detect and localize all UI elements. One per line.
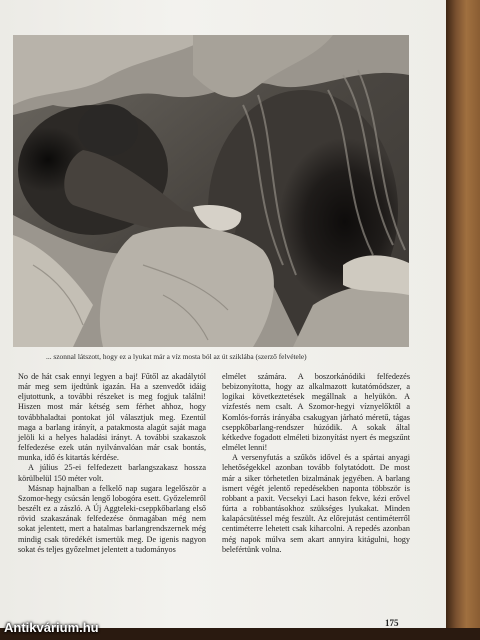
left-text-column [18,372,206,555]
page-number: 175 [385,618,399,628]
wooden-surface [446,0,480,640]
cave-photo [13,35,409,347]
paragraph: A július 25-ei felfedezett barlangszakasz hossza körülbelül 150 méter volt. [18,463,206,483]
paragraph: Másnap hajnalban a felkelő nap sugara legelőször a Szomor-hegy csúcsán lengő lobogóra esett. Győzelemről beszélt ez a zászló. A Új Aggteleki-cseppkőbarlang első rövid szakaszának felfedezése önmagában még nem sokat jelentett, mert a hatalmas barlangrendszernek még mindig csak töredékét ismertük meg. De igenis nagyon sokat és teljes győzelmet jelentett a tudományos [18,483,206,554]
photo-caption: ... szonnal látszott, hogy ez a lyukat már a víz mosta ból az út sziklába (szerző felvétele) [46,352,307,361]
right-text-column [222,372,410,555]
watermark-logo: Antikvárium.hu [4,620,99,635]
paragraph: elmélet számára. A boszorkánódiki felfedezés bebizonyította, hogy az alkalmazott kutatómódszer, a logikai következtetések megállnak a helyükön. A vízfestés nem csalt. A Szomor-hegyi víznyelőktől a Komlós-forrás irányába csakugyan járható méretű, tágas cseppkőbarlang-rendszer húzódik. A sokak által kétkedve fogadott elméleti bizonyítást nyert és megszűnt elmélet lenni! [222,372,410,453]
cave-photo-image [13,35,409,347]
paragraph: A versenyfutás a szűkös idővel és a spártai anyagi lehetőségekkel azonban tovább folytatódott. De most már a siker törhetetlen bizalmának jegyében. A barlang ismert végét jelentő repedésekben naponta többször is robbant a paxit. Vecsekyi Laci hason fekve, kézi erővel fúrta a robbantásokhoz szükséges lyukakat. Minden kalapácsütéssel még feszült. Az előrejutást centiméterről centiméterre lehetett csak kiharcolni. A repedés azonban még napok múlva sem akart annyira kitágulni, hogy belefértünk volna. [222,453,410,554]
paragraph: No de hát csak ennyi legyen a baj! Fűtől az akadálytól már meg sem ijedtünk igazán. Ha a szenvedőt idáig eljutottunk, a további részeket is meg fogjuk találni! Hiszen most már kétség sem férhet ahhoz, hogy továbbhaladtai pontokat jól választjuk meg. Ezentúl maga a barlang irányít, a patakmosta alagút saját maga jelöli ki a helyes haladási irányt. A további szakaszok felfedezése ezek után nyilvánvalóan már csak bontás, munka, idő és kitartás kérdése. [18,372,206,463]
